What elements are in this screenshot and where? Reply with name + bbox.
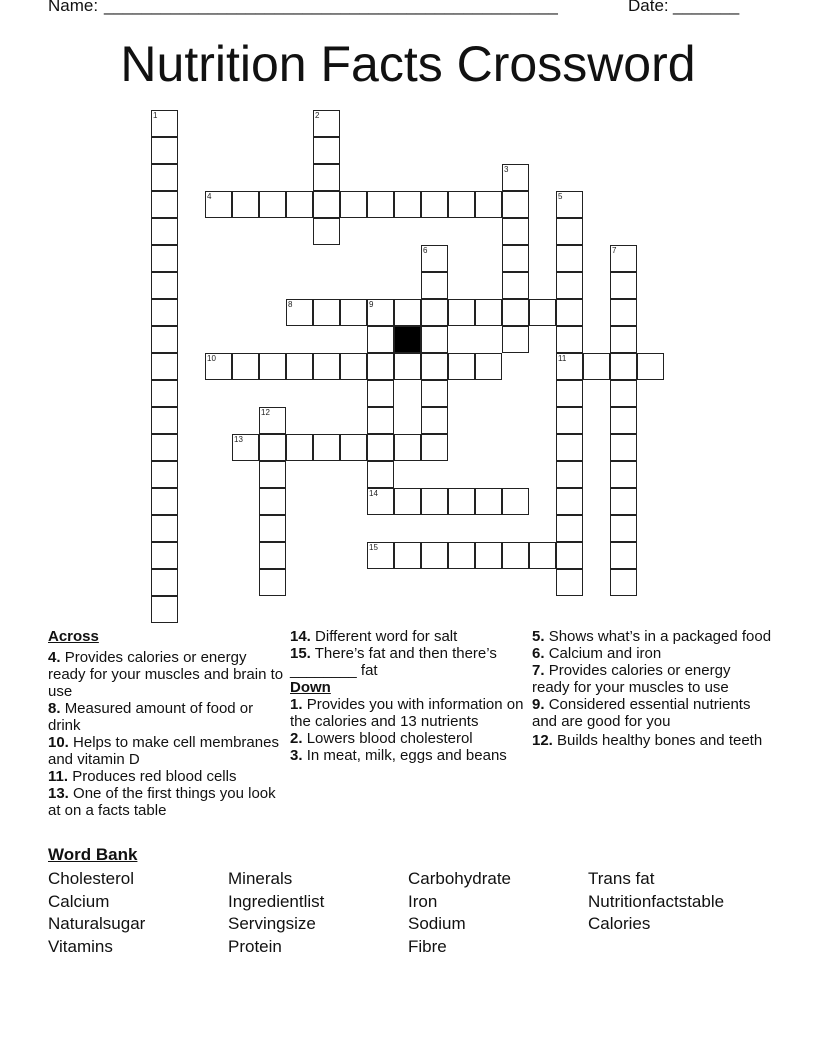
grid-cell[interactable] (151, 488, 178, 515)
grid-cell[interactable] (556, 245, 583, 272)
grid-cell[interactable] (556, 488, 583, 515)
cell-number: 4 (207, 192, 212, 201)
grid-cell[interactable] (151, 164, 178, 191)
across-clue-8 (48, 700, 284, 734)
name-label: Name: (48, 0, 99, 15)
grid-cell[interactable] (313, 137, 340, 164)
grid-cell[interactable] (475, 488, 502, 515)
grid-cell[interactable] (502, 299, 529, 326)
word-bank-item: Calcium (48, 891, 110, 911)
grid-cell[interactable] (313, 191, 340, 218)
across-clue-13 (48, 785, 284, 819)
cell-number: 15 (369, 543, 378, 552)
clue-text: Different word for salt (315, 628, 458, 645)
grid-cell[interactable] (259, 434, 286, 461)
grid-cell[interactable] (367, 353, 394, 380)
word-bank-heading: Word Bank (48, 845, 138, 864)
clue-number: 5. (532, 628, 545, 645)
grid-cell[interactable] (340, 299, 367, 326)
grid-cell[interactable] (448, 299, 475, 326)
grid-cell[interactable] (151, 542, 178, 569)
clue-text: Provides calories or energy ready for your muscles and brain to use (48, 649, 284, 700)
grid-cell[interactable] (610, 434, 637, 461)
date-line[interactable]: _______ (673, 0, 740, 15)
down-clue-5 (532, 628, 772, 645)
grid-cell[interactable] (556, 299, 583, 326)
grid-cell[interactable] (232, 434, 259, 461)
grid-cell[interactable] (259, 191, 286, 218)
date-label: Date: (628, 0, 669, 15)
word-bank-column (408, 868, 511, 958)
grid-cell[interactable] (610, 569, 637, 596)
grid-cell[interactable] (394, 299, 421, 326)
clue-number: 14. (290, 628, 311, 645)
clue-text: One of the first things you look at on a facts table (48, 785, 276, 819)
grid-cell[interactable] (232, 353, 259, 380)
grid-cell[interactable] (610, 245, 637, 272)
word-bank-item: Vitamins (48, 936, 113, 956)
grid-cell[interactable] (367, 407, 394, 434)
clue-text: Shows what’s in a packaged food (548, 628, 772, 645)
clue-text: There’s fat and then there’s ________ fat (290, 645, 497, 679)
grid-cell[interactable] (610, 380, 637, 407)
grid-cell[interactable] (151, 596, 178, 623)
cell-number: 2 (315, 111, 320, 120)
grid-cell[interactable] (151, 380, 178, 407)
grid-cell[interactable] (151, 272, 178, 299)
clue-number: 8. (48, 700, 61, 717)
clue-text: Provides you with information on the calories and 13 nutrients (290, 696, 524, 730)
clue-number: 4. (48, 649, 61, 666)
black-cell (394, 326, 421, 353)
grid-cell[interactable] (313, 353, 340, 380)
grid-cell[interactable] (448, 488, 475, 515)
name-line[interactable]: ________________________________________________ (104, 0, 558, 15)
grid-cell[interactable] (151, 461, 178, 488)
grid-cell[interactable] (394, 353, 421, 380)
grid-cell[interactable] (556, 380, 583, 407)
word-bank-item: Trans fat (588, 869, 655, 888)
clue-text: Lowers blood cholesterol (306, 730, 473, 747)
clue-text: Helps to make cell membranes and vitamin D (48, 734, 279, 768)
across-clue-14 (290, 628, 530, 645)
grid-cell[interactable] (340, 191, 367, 218)
grid-cell[interactable] (421, 353, 448, 380)
grid-cell[interactable] (421, 245, 448, 272)
clue-text: Considered essential nutrients and are good for you (532, 696, 751, 730)
clue-number: 6. (532, 645, 545, 662)
clues-column-3 (532, 628, 772, 749)
grid-cell[interactable] (151, 110, 178, 137)
grid-cell[interactable] (367, 326, 394, 353)
word-bank-item: Naturalsugar (48, 914, 146, 933)
clue-text: Produces red blood cells (72, 768, 237, 785)
down-clue-9 (532, 696, 772, 730)
grid-cell[interactable] (502, 164, 529, 191)
across-clue-4 (48, 649, 284, 700)
grid-cell[interactable] (448, 542, 475, 569)
grid-cell[interactable] (421, 542, 448, 569)
grid-cell[interactable] (556, 272, 583, 299)
grid-cell[interactable] (313, 299, 340, 326)
clue-text: Builds healthy bones and teeth (557, 732, 763, 749)
grid-cell[interactable] (367, 299, 394, 326)
grid-cell[interactable] (421, 434, 448, 461)
grid-cell[interactable] (529, 299, 556, 326)
cell-number: 9 (369, 300, 374, 309)
grid-cell[interactable] (610, 299, 637, 326)
grid-cell[interactable] (151, 353, 178, 380)
grid-cell[interactable] (610, 515, 637, 542)
clue-number: 11. (48, 768, 69, 785)
grid-cell[interactable] (313, 218, 340, 245)
grid-cell[interactable] (259, 407, 286, 434)
grid-cell[interactable] (205, 191, 232, 218)
clue-text: In meat, milk, eggs and beans (306, 747, 507, 764)
grid-cell[interactable] (610, 353, 637, 380)
grid-cell[interactable] (313, 110, 340, 137)
cell-number: 14 (369, 489, 378, 498)
cell-number: 13 (234, 435, 243, 444)
grid-cell[interactable] (340, 353, 367, 380)
grid-cell[interactable] (529, 542, 556, 569)
word-bank-item: Protein (228, 936, 282, 956)
cell-number: 10 (207, 354, 216, 363)
grid-cell[interactable] (448, 191, 475, 218)
grid-cell[interactable] (259, 569, 286, 596)
grid-cell[interactable] (556, 515, 583, 542)
cell-number: 5 (558, 192, 563, 201)
cell-number: 1 (153, 111, 158, 120)
clue-number: 2. (290, 730, 303, 747)
grid-cell[interactable] (502, 245, 529, 272)
word-bank-item: Nutritionfactstable (588, 891, 725, 911)
clue-number: 13. (48, 785, 69, 802)
grid-cell[interactable] (421, 326, 448, 353)
grid-cell[interactable] (556, 218, 583, 245)
grid-cell[interactable] (502, 488, 529, 515)
grid-cell[interactable] (232, 191, 259, 218)
grid-cell[interactable] (286, 353, 313, 380)
grid-cell[interactable] (448, 353, 475, 380)
clues-column-2 (290, 628, 530, 764)
across-heading: Across (48, 628, 99, 645)
grid-cell[interactable] (151, 218, 178, 245)
grid-cell[interactable] (151, 191, 178, 218)
grid-cell[interactable] (313, 434, 340, 461)
grid-cell[interactable] (259, 542, 286, 569)
down-clue-7 (532, 662, 772, 696)
grid-cell[interactable] (556, 569, 583, 596)
clue-text: Calcium and iron (548, 645, 662, 662)
grid-cell[interactable] (556, 326, 583, 353)
grid-cell[interactable] (421, 272, 448, 299)
grid-cell[interactable] (394, 434, 421, 461)
word-bank-item: Sodium (408, 914, 466, 933)
grid-cell[interactable] (313, 164, 340, 191)
grid-cell[interactable] (151, 137, 178, 164)
grid-cell[interactable] (367, 380, 394, 407)
clue-number: 9. (532, 696, 545, 713)
clue-number: 1. (290, 696, 303, 713)
grid-cell[interactable] (421, 407, 448, 434)
down-clue-1 (290, 696, 530, 730)
grid-cell[interactable] (367, 434, 394, 461)
grid-cell[interactable] (286, 299, 313, 326)
grid-cell[interactable] (502, 191, 529, 218)
word-bank-item: Carbohydrate (408, 869, 512, 888)
grid-cell[interactable] (394, 488, 421, 515)
word-bank-item: Ingredientlist (228, 891, 325, 911)
grid-cell[interactable] (340, 434, 367, 461)
grid-cell[interactable] (151, 326, 178, 353)
grid-cell[interactable] (394, 191, 421, 218)
grid-cell[interactable] (151, 434, 178, 461)
word-bank-column (228, 868, 324, 958)
word-bank-item: Servingsize (228, 914, 316, 933)
grid-cell[interactable] (610, 326, 637, 353)
word-bank-column (48, 868, 145, 958)
grid-cell[interactable] (151, 407, 178, 434)
grid-cell[interactable] (259, 461, 286, 488)
cell-number: 6 (423, 246, 428, 255)
cell-number: 11 (558, 354, 567, 363)
grid-cell[interactable] (583, 353, 610, 380)
down-clue-6 (532, 645, 772, 662)
grid-cell[interactable] (556, 353, 583, 380)
grid-cell[interactable] (367, 461, 394, 488)
cell-number: 3 (504, 165, 509, 174)
grid-cell[interactable] (475, 353, 502, 380)
grid-cell[interactable] (556, 191, 583, 218)
page-title: Nutrition Facts Crossword (120, 36, 696, 92)
grid-cell[interactable] (610, 542, 637, 569)
across-clue-10 (48, 734, 284, 768)
word-bank-item: Fibre (408, 936, 447, 956)
word-bank-item: Calories (588, 914, 651, 933)
grid-cell[interactable] (286, 191, 313, 218)
cell-number: 12 (261, 408, 270, 417)
across-clue-11 (48, 768, 284, 785)
grid-cell[interactable] (151, 245, 178, 272)
grid-cell[interactable] (151, 569, 178, 596)
grid-cell[interactable] (610, 407, 637, 434)
clue-number: 12. (532, 732, 553, 749)
grid-cell[interactable] (556, 542, 583, 569)
grid-cell[interactable] (502, 542, 529, 569)
grid-cell[interactable] (556, 461, 583, 488)
clues-column-1 (48, 628, 284, 819)
grid-cell[interactable] (367, 191, 394, 218)
word-bank-item: Cholesterol (48, 869, 134, 888)
down-clue-2 (290, 730, 530, 747)
grid-cell[interactable] (151, 515, 178, 542)
grid-cell[interactable] (421, 488, 448, 515)
grid-cell[interactable] (286, 434, 313, 461)
grid-cell[interactable] (475, 542, 502, 569)
grid-cell[interactable] (421, 380, 448, 407)
grid-cell[interactable] (259, 353, 286, 380)
grid-cell[interactable] (367, 488, 394, 515)
grid-cell[interactable] (556, 434, 583, 461)
grid-cell[interactable] (556, 407, 583, 434)
grid-cell[interactable] (205, 353, 232, 380)
down-clue-12 (532, 732, 772, 749)
word-bank-item: Iron (408, 891, 438, 911)
grid-cell[interactable] (367, 542, 394, 569)
grid-cell[interactable] (502, 218, 529, 245)
cell-number: 7 (612, 246, 617, 255)
clue-number: 10. (48, 734, 69, 751)
grid-cell[interactable] (259, 488, 286, 515)
grid-cell[interactable] (637, 353, 664, 380)
grid-cell[interactable] (502, 272, 529, 299)
word-bank-column (588, 868, 724, 936)
clue-number: 7. (532, 662, 545, 679)
clue-text: Measured amount of food or drink (48, 700, 254, 734)
grid-cell[interactable] (610, 488, 637, 515)
down-clue-3 (290, 747, 530, 764)
clue-text: Provides calories or energy ready for your muscles to use (532, 662, 731, 696)
grid-cell[interactable] (610, 272, 637, 299)
grid-cell[interactable] (421, 299, 448, 326)
grid-cell[interactable] (475, 299, 502, 326)
grid-cell[interactable] (151, 299, 178, 326)
down-heading: Down (290, 679, 331, 696)
clue-number: 15. (290, 645, 311, 662)
grid-cell[interactable] (259, 515, 286, 542)
grid-cell[interactable] (475, 191, 502, 218)
across-clue-15 (290, 645, 530, 679)
clue-number: 3. (290, 747, 303, 764)
word-bank-item: Minerals (228, 869, 293, 888)
grid-cell[interactable] (394, 542, 421, 569)
cell-number: 8 (288, 300, 293, 309)
grid-cell[interactable] (421, 191, 448, 218)
grid-cell[interactable] (610, 461, 637, 488)
grid-cell[interactable] (502, 326, 529, 353)
